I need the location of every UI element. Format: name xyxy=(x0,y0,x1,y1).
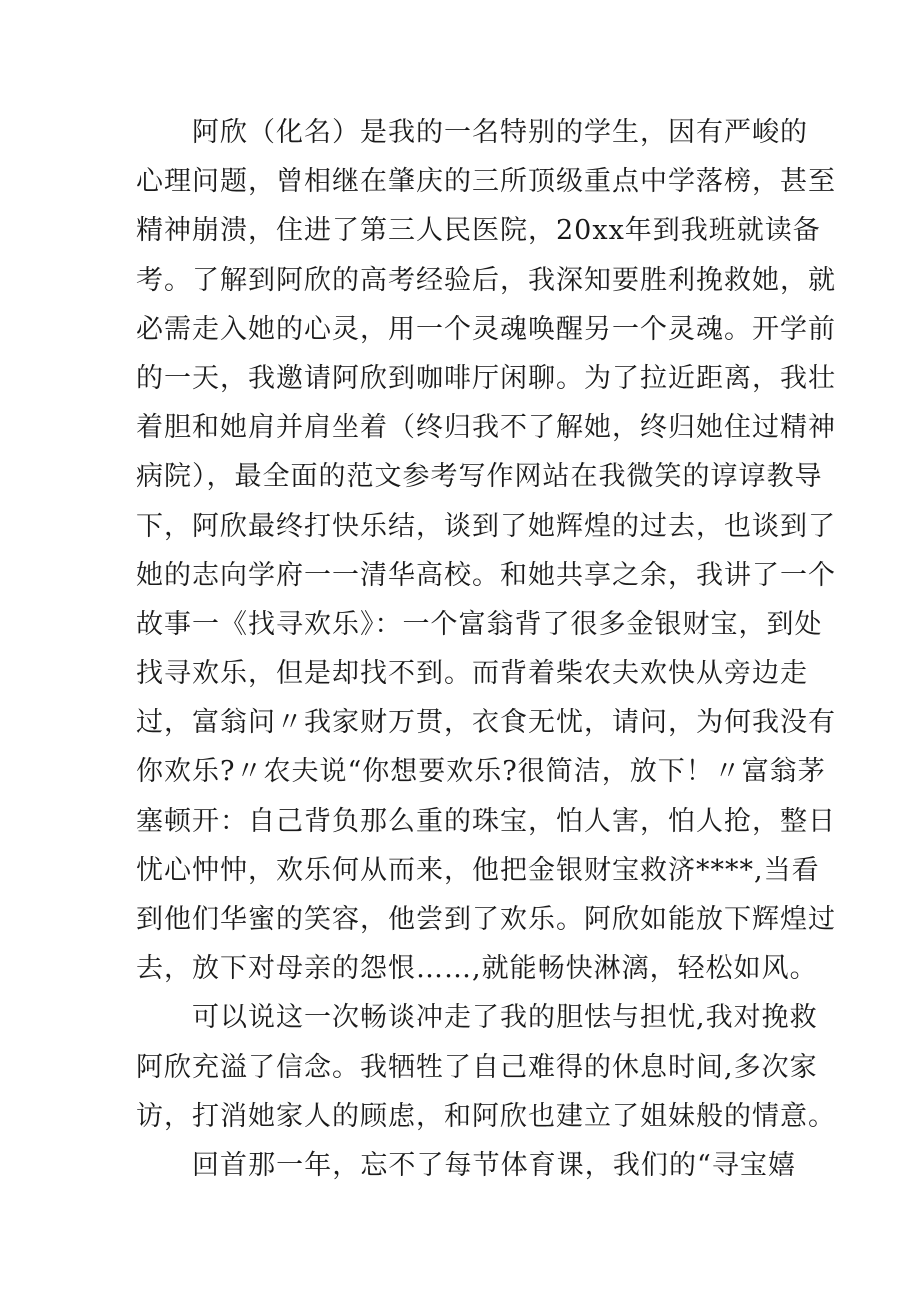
text-line: 阿欣（化名）是我的一名特别的学生，因有严峻的 xyxy=(192,117,808,148)
text-line: 阿欣充溢了信念。我牺牲了自己难得的休息时间,多次家 xyxy=(136,1051,818,1083)
text-line: 访，打消她家人的顾虑，和阿欣也建立了姐妹般的情意。 xyxy=(136,1100,836,1132)
text-line: 忧心忡忡，欢乐何从而来，他把金银财宝救济****,当看 xyxy=(136,854,820,886)
text-line: 考。了解到阿欣的高考经验后，我深知要胜利挽救她，就 xyxy=(136,264,836,296)
text-line: 下，阿欣最终打快乐结，谈到了她辉煌的过去，也谈到了 xyxy=(136,510,836,542)
text-line: 心理问题，曾相继在肇庆的三所顶级重点中学落榜，甚至 xyxy=(136,166,836,198)
paragraph xyxy=(136,1141,796,1190)
document-body xyxy=(136,108,836,1190)
text-line: 到他们华蜜的笑容，他尝到了欢乐。阿欣如能放下辉煌过 xyxy=(136,904,836,935)
text-line: 找寻欢乐，但是却找不到。而背着柴农夫欢快从旁边走 xyxy=(136,658,808,690)
text-line: 病院），最全面的范文参考写作网站在我微笑的谆谆教导 xyxy=(136,461,823,493)
text-line: 必需走入她的心灵，用一个灵魂唤醒另一个灵魂。开学前 xyxy=(136,313,836,345)
text-line: 可以说这一次畅谈冲走了我的胆怯与担忧,我对挽救 xyxy=(192,1002,818,1034)
text-line: 你欢乐?〃农夫说“你想要欢乐?很简洁，放下！〃富翁茅 xyxy=(136,756,826,788)
text-line: 的一天，我邀请阿欣到咖啡厅闲聊。为了拉近距离，我壮 xyxy=(136,362,836,394)
paragraph xyxy=(136,993,836,1141)
text-line: 着胆和她肩并肩坐着（终归我不了解她，终归她住过精神 xyxy=(136,412,836,444)
text-line: 塞顿开：自己背负那么重的珠宝，怕人害，怕人抢，整日 xyxy=(136,805,836,837)
text-line: 去，放下对母亲的怨恨……,就能畅快淋漓，轻松如风。 xyxy=(136,953,818,985)
text-line: 她的志向学府一一清华高校。和她共享之余，我讲了一个 xyxy=(136,559,836,591)
text-line: 回首那一年，忘不了每节体育课，我们的“寻宝嬉 xyxy=(192,1149,796,1181)
paragraph xyxy=(136,108,836,993)
text-line: 故事一《找寻欢乐》：一个富翁背了很多金银财宝，到处 xyxy=(136,608,823,640)
text-line: 过，富翁问〃我家财万贯，衣食无忧，请问，为何我没有 xyxy=(136,707,836,739)
text-line: 精神崩溃，住进了第三人民医院，20xx年到我班就读备 xyxy=(136,215,821,247)
